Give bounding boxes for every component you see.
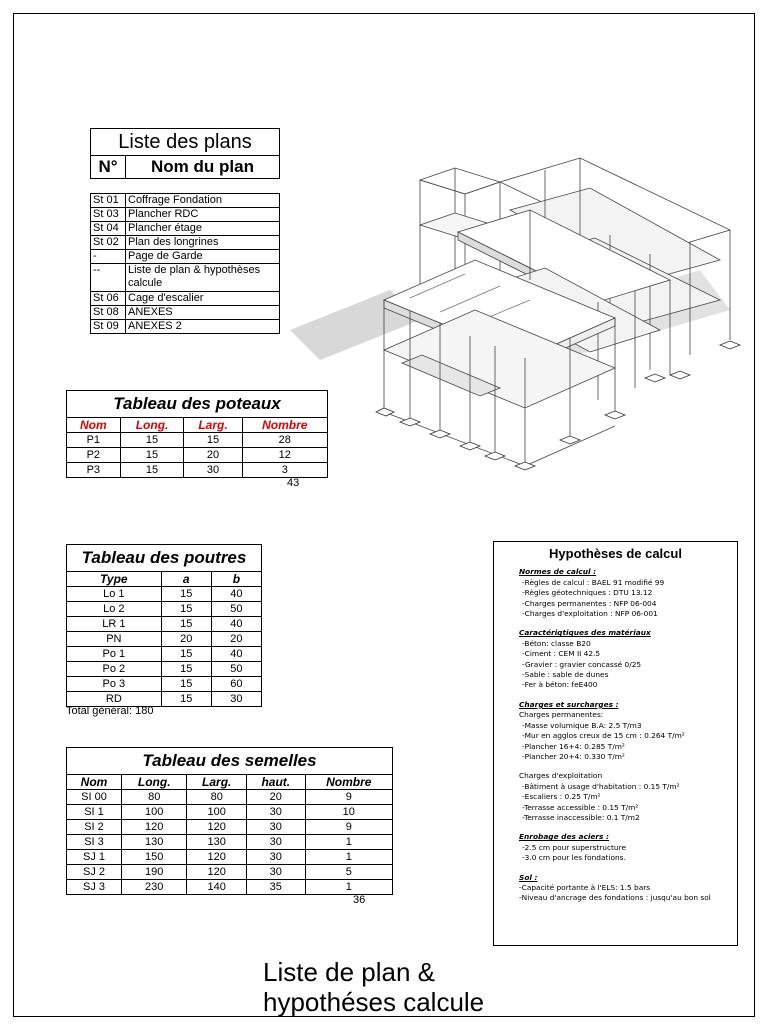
- cell: Lo 2: [67, 602, 162, 617]
- plan-no: -: [91, 250, 126, 264]
- cell: 50: [211, 662, 261, 677]
- section-heading: Normes de calcul :: [519, 567, 597, 577]
- plan-no: St 08: [91, 306, 126, 320]
- cell: 20: [184, 448, 242, 463]
- cell: Po 1: [67, 647, 162, 662]
- section-heading: Enrobage des aciers :: [519, 832, 609, 842]
- hypothesis-line: -Fer à béton: feE400: [522, 680, 598, 690]
- table-row: [91, 222, 280, 236]
- table-row: [67, 865, 393, 880]
- section-heading: Caractériqtiques des matériaux: [519, 628, 651, 638]
- cell: 20: [211, 632, 261, 647]
- cell: 230: [122, 880, 187, 895]
- cell: 40: [211, 647, 261, 662]
- table-row: [67, 632, 262, 647]
- plan-no: St 02: [91, 236, 126, 250]
- hypothesis-line: -Plancher 20+4: 0.330 T/m²: [522, 751, 625, 761]
- plan-name: Cage d'escalier: [126, 292, 280, 306]
- cell: 100: [187, 805, 247, 820]
- plans-header-table: [90, 128, 280, 179]
- poteaux-title: Tableau des poteaux: [67, 391, 328, 418]
- hypothesis-line: -Mur en agglos creux de 15 cm : 0.264 T/m²: [522, 731, 685, 741]
- table-row: [67, 677, 262, 692]
- cell: 15: [161, 602, 211, 617]
- table-row: [91, 236, 280, 250]
- title-divider: [263, 1016, 755, 1017]
- poteaux-total: 43: [287, 477, 300, 489]
- table-row: [67, 880, 393, 895]
- hypothesis-line: -Masse volumique B.A: 2.5 T/m3: [522, 720, 642, 730]
- cell: 50: [211, 602, 261, 617]
- table-row: [67, 602, 262, 617]
- column-header: b: [211, 572, 261, 587]
- hypothesis-line: -Escaliers : 0.25 T/m²: [522, 792, 601, 802]
- column-header: Long.: [122, 775, 187, 790]
- plan-no: St 04: [91, 222, 126, 236]
- cell: Lo 1: [67, 587, 162, 602]
- cell: 30: [247, 865, 305, 880]
- table-row: [67, 820, 393, 835]
- cell: SI 1: [67, 805, 122, 820]
- semelles-total: 36: [353, 894, 366, 906]
- cell: 15: [161, 692, 211, 707]
- column-header: Larg.: [187, 775, 247, 790]
- table-row: [67, 835, 393, 850]
- cell: 9: [305, 790, 392, 805]
- cell: SI 00: [67, 790, 122, 805]
- column-header: haut.: [247, 775, 305, 790]
- column-header: Nom: [67, 775, 122, 790]
- table-row: [91, 306, 280, 320]
- cell: 15: [120, 448, 184, 463]
- cell: 30: [247, 850, 305, 865]
- sheet-title-line1: Liste de plan &: [263, 957, 436, 987]
- table-row: [91, 208, 280, 222]
- cell: 30: [247, 835, 305, 850]
- cell: 12: [242, 448, 327, 463]
- section-heading: Charges et surcharges :: [519, 699, 619, 709]
- cell: SJ 2: [67, 865, 122, 880]
- cell: P1: [67, 433, 121, 448]
- cell: 9: [305, 820, 392, 835]
- cell: 80: [122, 790, 187, 805]
- cell: 15: [161, 647, 211, 662]
- subsection-heading: Charges d'exploitation: [519, 771, 603, 781]
- semelles-title: Tableau des semelles: [67, 748, 393, 775]
- table-row: [67, 587, 262, 602]
- cell: 20: [247, 790, 305, 805]
- column-header: Type: [67, 572, 162, 587]
- hypothesis-line: -Capacité portante à l'ELS: 1.5 bars: [519, 882, 651, 892]
- cell: 15: [120, 433, 184, 448]
- sheet-title: [263, 957, 484, 1017]
- cell: 35: [247, 880, 305, 895]
- hypothesis-line: -2.5 cm pour superstructure: [522, 842, 627, 852]
- cell: 190: [122, 865, 187, 880]
- table-row: [91, 292, 280, 306]
- plan-no: St 03: [91, 208, 126, 222]
- cell: 1: [305, 850, 392, 865]
- cell: 15: [161, 662, 211, 677]
- table-row: [91, 264, 280, 292]
- cell: 15: [161, 677, 211, 692]
- cell: 40: [211, 587, 261, 602]
- cell: 130: [122, 835, 187, 850]
- cell: 15: [120, 463, 184, 478]
- column-header: Nombre: [242, 418, 327, 433]
- plans-col-name: Nom du plan: [126, 156, 280, 179]
- hypothesis-line: -Terrasse inaccessible: 0.1 T/m2: [522, 812, 640, 822]
- cell: 15: [184, 433, 242, 448]
- cell: 30: [247, 805, 305, 820]
- cell: 30: [211, 692, 261, 707]
- plan-name: Plan des longrines: [126, 236, 280, 250]
- poutres-total: Total général: 180: [66, 705, 154, 717]
- column-header: Long.: [120, 418, 184, 433]
- table-row: [67, 662, 262, 677]
- cell: 20: [161, 632, 211, 647]
- plan-no: --: [91, 264, 126, 292]
- table-row: [67, 647, 262, 662]
- hypothesis-line: -Sable : sable de dunes: [522, 670, 609, 680]
- cell: PN: [67, 632, 162, 647]
- section-heading: Sol :: [519, 872, 538, 882]
- column-header: a: [161, 572, 211, 587]
- poutres-table: [66, 544, 262, 707]
- plan-no: St 01: [91, 194, 126, 208]
- cell: 130: [187, 835, 247, 850]
- cell: SJ 3: [67, 880, 122, 895]
- plan-name: ANEXES: [126, 306, 280, 320]
- cell: LR 1: [67, 617, 162, 632]
- hypothesis-line: -Charges permanentes : NFP 06-004: [522, 598, 657, 608]
- table-row: [67, 790, 393, 805]
- cell: 120: [187, 820, 247, 835]
- cell: 1: [305, 835, 392, 850]
- cell: 80: [187, 790, 247, 805]
- hypothesis-line: -3.0 cm pour les fondations.: [522, 853, 626, 863]
- hypotheses-box: [493, 541, 738, 946]
- table-row: [91, 320, 280, 334]
- plan-name: Page de Garde: [126, 250, 280, 264]
- cell: SI 2: [67, 820, 122, 835]
- plan-name: ANEXES 2: [126, 320, 280, 334]
- plan-no: St 06: [91, 292, 126, 306]
- cell: 5: [305, 865, 392, 880]
- hypothesis-line: -Niveau d'ancrage des fondations : jusqu'au bon sol: [519, 893, 711, 903]
- hypothesis-line: -Ciment : CEM II 42.5: [522, 649, 601, 659]
- hypotheses-title: Hypothèses de calcul: [549, 546, 682, 561]
- hypothesis-line: -Béton: classe B20: [522, 638, 591, 648]
- table-row: [91, 194, 280, 208]
- table-row: [67, 805, 393, 820]
- plan-name: Liste de plan & hypothèses calcule: [126, 264, 280, 292]
- cell: 150: [122, 850, 187, 865]
- hypothesis-line: -Règles de calcul : BAEL 91 modifié 99: [522, 577, 665, 587]
- table-row: [91, 250, 280, 264]
- cell: 3: [242, 463, 327, 478]
- plan-name: Coffrage Fondation: [126, 194, 280, 208]
- cell: 28: [242, 433, 327, 448]
- column-header: Nom: [67, 418, 121, 433]
- cell: SI 3: [67, 835, 122, 850]
- cell: 120: [187, 850, 247, 865]
- plans-list-table: [90, 193, 280, 334]
- column-header: Larg.: [184, 418, 242, 433]
- cell: 100: [122, 805, 187, 820]
- structure-isometric-drawing: [280, 150, 750, 480]
- plan-name: Plancher RDC: [126, 208, 280, 222]
- cell: P2: [67, 448, 121, 463]
- sheet-title-line2: hypothéses calcule: [263, 987, 485, 1017]
- semelles-table: [66, 747, 393, 895]
- cell: 30: [247, 820, 305, 835]
- cell: RD: [67, 692, 162, 707]
- hypothesis-line: -Terrasse accessible : 0.15 T/m²: [522, 802, 639, 812]
- plans-title: Liste des plans: [91, 129, 280, 156]
- column-header: Nombre: [305, 775, 392, 790]
- cell: SJ 1: [67, 850, 122, 865]
- cell: 15: [161, 617, 211, 632]
- cell: 40: [211, 617, 261, 632]
- plan-no: St 09: [91, 320, 126, 334]
- hypothesis-line: -Plancher 16+4: 0.285 T/m²: [522, 741, 625, 751]
- cell: 30: [184, 463, 242, 478]
- hypothesis-line: -Charges d'exploitation : NFP 06-001: [522, 609, 658, 619]
- cell: P3: [67, 463, 121, 478]
- poutres-title: Tableau des poutres: [67, 545, 262, 572]
- subsection-heading: Charges permanentes:: [519, 710, 604, 720]
- cell: 120: [122, 820, 187, 835]
- cell: Po 2: [67, 662, 162, 677]
- table-row: [67, 617, 262, 632]
- table-row: [67, 850, 393, 865]
- cell: 15: [161, 587, 211, 602]
- plan-name: Plancher étage: [126, 222, 280, 236]
- hypothesis-line: -Règles géotechniques : DTU 13.12: [522, 588, 653, 598]
- cell: 10: [305, 805, 392, 820]
- cell: 140: [187, 880, 247, 895]
- cell: 1: [305, 880, 392, 895]
- cell: Po 3: [67, 677, 162, 692]
- hypothesis-line: -Gravier : gravier concassé 0/25: [522, 659, 642, 669]
- cell: 60: [211, 677, 261, 692]
- cell: 120: [187, 865, 247, 880]
- hypothesis-line: -Bâtiment à usage d'habitation : 0.15 T/m²: [522, 781, 680, 791]
- plans-col-no: N°: [91, 156, 126, 179]
